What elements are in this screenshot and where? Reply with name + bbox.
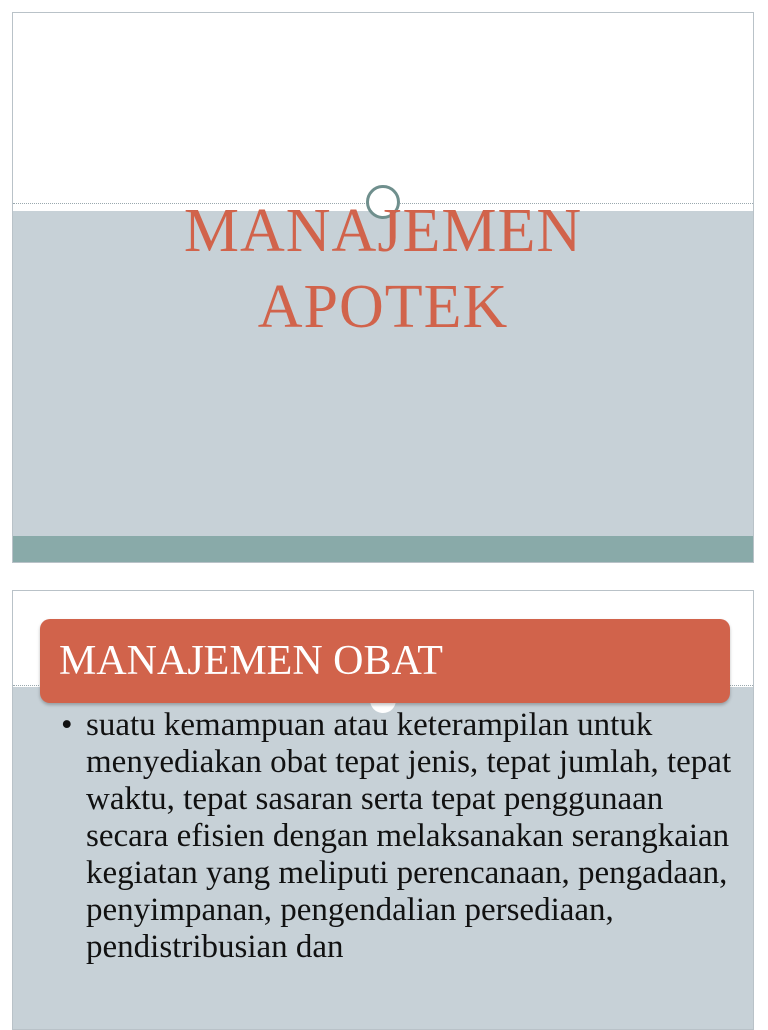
slide-2-heading: MANAJEMEN OBAT — [40, 619, 730, 703]
bullet-text: suatu kemampuan atau keterampilan untuk menyediakan obat tepat jenis, tepat jumlah, tepat waktu, tepat sasaran serta tepat penggunaan secara efisien dengan melaksanakan serangkaian kegiatan yang meliputi perencanaan, pengadaan, penyimpanan, pengendalian persediaan, pendistribusian dan — [86, 707, 732, 965]
slide-1-title — [13, 193, 753, 345]
slide-1-teal-footer-band — [13, 536, 753, 563]
slide-1-title-line-2: APOTEK — [257, 273, 509, 341]
slide-2-bullet-list — [57, 707, 737, 966]
slide-1-top-area — [13, 13, 753, 211]
slide-1 — [12, 12, 754, 563]
slide-2 — [12, 590, 754, 1030]
bullet-icon: • — [61, 707, 73, 743]
slide-1-title-line-1: MANAJEMEN — [183, 197, 583, 265]
list-item — [57, 707, 737, 966]
